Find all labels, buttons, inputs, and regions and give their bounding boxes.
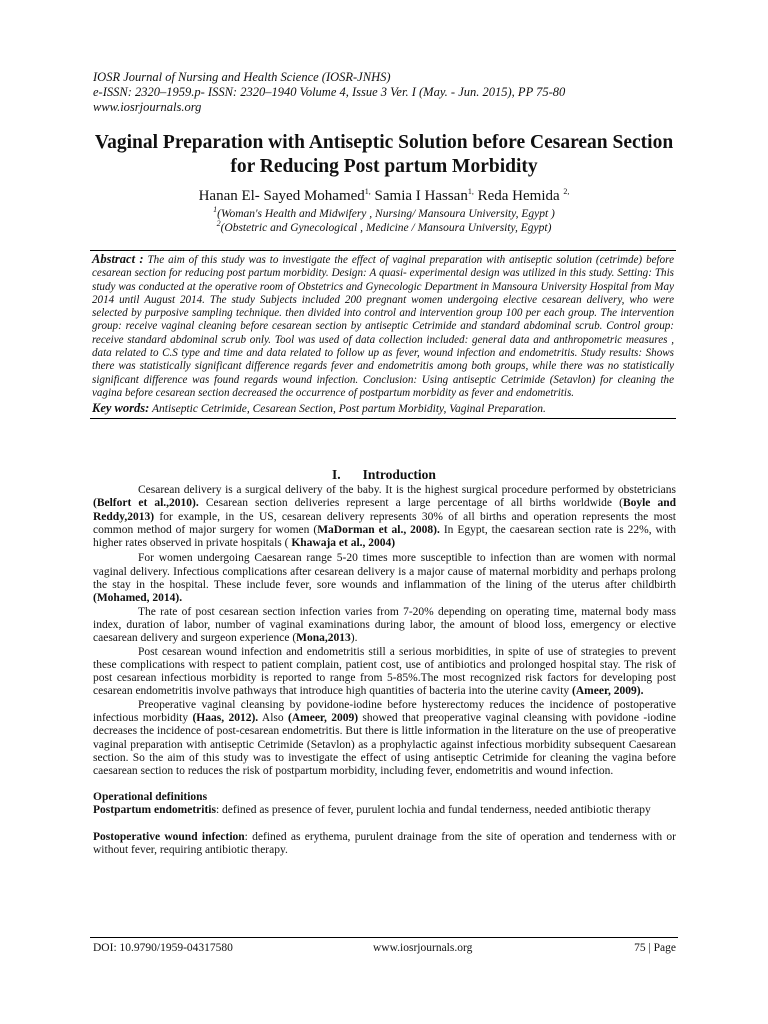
citation: Mona,2013 — [296, 632, 351, 645]
paragraph: Preoperative vaginal cleansing by povidone-iodine before hysterectomy reduces the incidence of postoperative infectious morbidity (Haas, 2012). Also (Ameer, 2009) showed that preoperative vaginal cleansing with povidone -iodine decreases the incidence of post-cesarean endometritis. But there is little information in the literature on the use of preoperative vaginal preparation with antiseptic Cetrimide (Setavlon) as a prophylactic against infectious morbidity subsequent Caesarean section. So the aim of this study was to investigate the effect of using antiseptic Cetrimide for cleaning the vagina before caesarean section to reduces the risk of postpartum morbidity, including fever, endometritis and wound infection. — [93, 698, 676, 778]
author-sup: 1, — [467, 187, 474, 196]
citation: (Mohamed, 2014). — [93, 592, 183, 605]
paragraph: Cesarean delivery is a surgical delivery of the baby. It is the highest surgical procedure performed by obstetricians (Belfort et al.,2010). Cesarean section deliveries represent a large percentage of all births worldwide (Boyle and Reddy,2013) for example, in the US, cesarean delivery represents 30% of all births and operation represents the most common method of major surgery for women (MaDorman et al., 2008). In Egypt, the caesarean section rate is 22%, with higher rates observed in private hospitals ( Khawaja et al., 2004) — [93, 484, 677, 550]
affiliation-text: (Obstetric and Gynecological , Medicine / Mansoura University, Egypt) — [220, 222, 552, 234]
citation: (Ameer, 2009) — [288, 712, 359, 725]
keywords-label: Key words: — [92, 401, 150, 416]
abstract-text: The aim of this study was to investigate the effect of vaginal preparation with antiseptic solution (cetrimde) before cesarean section for reducing post partum morbidity. Design: A quasi- experimental design was utilized in this study. Setting: This study was conducted at the operative room of Obstetrics and Gynecologic Department in Mansoura University Hospital from May 2014 until August 2014. The study Subjects included 200 pregnant women undergoing elective cesarean delivery, who were selected by purposive sampling technique. then divided into control and intervention group 100 per each group. The intervention group: receive vaginal cleaning before cesarean section by antiseptic Cetrimide and standard abdominal scrub. Control group: receive standard abdominal scrub only. Tool was used of data collection included: general data and anthropometric measures , data related to C.S type and time and data related to follow up as fever, wound infection and endometritis. Study results: Shows there was statistically significant difference regards fever and endometritis among both groups, while there was no statistically significant difference was found regards wound infection. Conclusion: Using antiseptic Cetrimide (Setavlon) for cleaning the vagina before cesarean section decreased the occurrence of postpartum morbidity as fever and endometritis. — [92, 254, 675, 399]
affiliation-sup: 1 — [213, 205, 218, 215]
affiliations — [90, 207, 678, 235]
footer-rule — [90, 937, 678, 938]
affiliation-1 — [90, 207, 678, 221]
journal-website: www.iosrjournals.org — [93, 100, 202, 114]
author-name: Reda Hemida — [477, 188, 560, 204]
journal-name: IOSR Journal of Nursing and Health Science (IOSR-JNHS) — [93, 70, 391, 84]
citation: (Ameer, 2009). — [572, 685, 644, 698]
author-sup: 1, — [364, 187, 371, 196]
affiliation-text: (Woman's Health and Midwifery , Nursing/ Mansoura University, Egypt ) — [217, 208, 555, 220]
keywords-text: Antiseptic Cetrimide, Cesarean Section, Post partum Morbidity, Vaginal Preparation. — [151, 403, 546, 416]
author-list — [90, 187, 678, 205]
definition-term: Postoperative wound infection — [93, 831, 245, 844]
section-title: Introduction — [362, 467, 436, 482]
definition: Postpartum endometritis: defined as presence of fever, purulent lochia and fundal tenderness, needed antibiotic therapy — [93, 803, 651, 816]
paper-title: Vaginal Preparation with Antiseptic Solution before Cesarean Section for Reducing Post partum Morbidity — [94, 132, 674, 177]
definition-term: Postpartum endometritis — [93, 803, 216, 816]
citation: Khawaja et al., 2004) — [291, 537, 396, 550]
footer-page-number: 75 | Page — [634, 942, 676, 954]
footer-doi: DOI: 10.9790/1959-04317580 — [93, 942, 233, 954]
footer-website: www.iosrjournals.org — [373, 942, 473, 954]
citation: MaDorman et al., 2008). — [317, 523, 440, 536]
paragraph: Post cesarean wound infection and endometritis still a serious morbidities, in spite of use of strategies to prevent these complications with respect to patient complain, patient cost, use of antibiotics and prolonged hospital stay. The risk of post cesarean infectious morbidity is reported to range from 5-85%.The most recognized risk factors for developing post cesarean endometritis involve pathways that introduce high quantities of bacteria into the uterine cavity (Ameer, 2009). — [93, 645, 676, 698]
definition: Postoperative wound infection: defined as erythema, purulent drainage from the site of operation and tenderness with or without fever, requiring antibiotic therapy. — [93, 831, 676, 857]
journal-issn: e-ISSN: 2320–1959.p- ISSN: 2320–1940 Volume 4, Issue 3 Ver. I (May. - Jun. 2015), PP 75-80 — [93, 85, 566, 99]
citation: (Haas, 2012). — [192, 712, 259, 725]
author-name: Samia I Hassan — [374, 188, 468, 204]
subsection-heading: Operational definitions — [93, 790, 208, 803]
section-number: I. — [332, 467, 341, 482]
keywords — [92, 401, 674, 416]
body-text — [93, 484, 676, 858]
abstract-label: Abstract : — [92, 252, 144, 266]
affiliation-2 — [90, 221, 678, 235]
paragraph: The rate of post cesarean section infection varies from 7-20% depending on operating time, maternal body mass index, duration of labor, number of vaginal examinations during labor, the amount of blood loss, emergency or elective caesarean delivery and surgeon experience (Mona,2013). — [93, 605, 676, 645]
citation: Boyle and Reddy,2013) — [93, 497, 677, 523]
citation: (Belfort et al.,2010). — [93, 497, 199, 510]
journal-header — [93, 70, 693, 115]
author-name: Hanan El- Sayed Mohamed — [198, 188, 365, 204]
abstract — [92, 253, 674, 400]
author-sup: 2, — [563, 187, 570, 196]
abstract-box — [90, 250, 676, 419]
section-heading — [90, 467, 678, 483]
affiliation-sup: 2 — [216, 219, 221, 229]
paragraph: For women undergoing Caesarean range 5-20 times more susceptible to infection than are women with normal vaginal delivery. Infectious complications after cesarean delivery is a major cause of maternal morbidity and perhaps prolong the stay in the hospital. These include fever, sore wounds and inflammation of the lining of the uterus after childbirth (Mohamed, 2014). — [93, 552, 676, 605]
